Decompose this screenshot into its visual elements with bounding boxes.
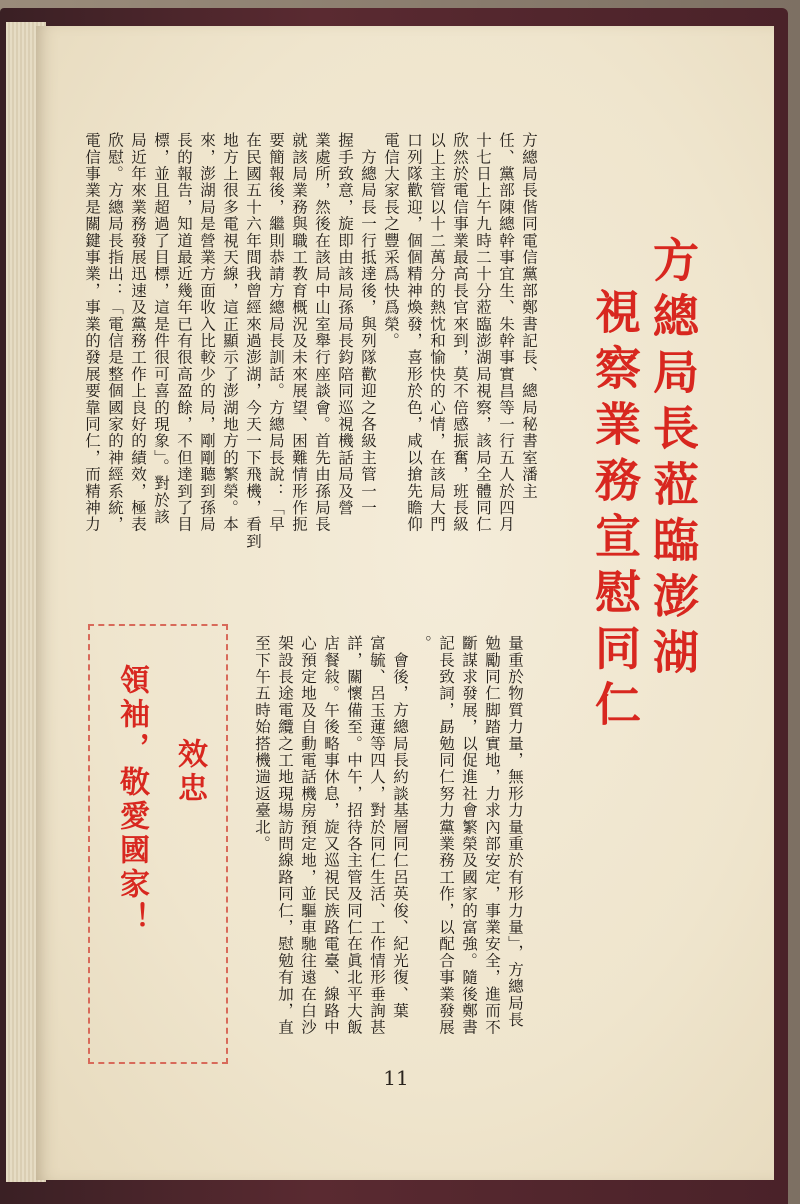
headline-line-1: 方總局長蒞臨澎湖 <box>646 236 700 684</box>
page-number: 11 <box>383 1066 409 1090</box>
slogan-line-1: 效忠 <box>172 738 207 806</box>
article-upper-columns: 方總局長偕同電信黨部鄭書記長、總局秘書室潘主 任、黨部陳總幹事宜生、朱幹事實昌等一行五人於四月 十七日上午九時二十分蒞臨澎湖局視察，該局全體同仁 欣然於電信事業最高長官來到，莫不倍感振奮，班長級 以上主管以十二萬分的熱忱和愉快的心情，在該局大門 口列隊歡迎，個個精神煥發，喜形於色，咸以搶先瞻仰 電信大家長之豐采爲快爲榮。 方總局長一行抵達後，與列隊歡迎之各級主管一一 握手致意，旋即由該局孫局長鈞陪同巡視機話局及營 業處所，然後在該局中山室舉行座談會。首先由孫局長 就該局業務與職工教育概況及未來展望、困難情形作扼 要簡報後，繼則恭請方總局長訓話。方總局長說：「早 在民國五十六年間我曾經來過澎湖，今天一下飛機，看到 地方上很多電視天線，這正顯示了澎湖地方的繁榮。本 來，澎湖局是營業方面收入比較少的局，剛剛聽到孫局 長的報告，知道最近幾年已有很高盈餘，不但達到了目 標，並且超過了目標，這是件很可喜的現象」。對於該 局近年來業務發展迅速及黨務工作上良好的績效，極表 欣慰。方總局長指出：「電信是整個國家的神經系統， 電信事業是關鍵事業，事業的發展要靠同仁，而精神力 <box>83 132 538 550</box>
article-lower-columns: 量重於物質力量，無形力量重於有形力量」，方總局長 勉勵同仁脚踏實地，力求內部安定，事業安全，進而不 斷謀求發展，以促進社會繁榮及國家的富強。隨後鄭書 記長致詞，勗勉同仁努力黨業務工作，以配合事業發展 。 會後，方總局長約談基層同仁呂英俊、紀光復、葉 富毓、呂玉蓮等四人，對於同仁生活、工作情形垂詢甚 詳，關懷備至。中午，招待各主管及同仁在眞北平大飯 店餐敍。午後略事休息，旋又巡視民族路電臺、線路中 心預定地及自動電話機房預定地，並驅車馳往遠在白沙 架設長途電纜之工地現場訪問線路同仁，慰勉有加，直 至下午五時始搭機遄返臺北。 <box>253 635 524 1036</box>
slogan-line-2: 領袖，敬愛國家！ <box>114 664 149 936</box>
headline-line-2: 視察業務宣慰同仁 <box>588 288 642 736</box>
slogan-box <box>88 624 228 1064</box>
